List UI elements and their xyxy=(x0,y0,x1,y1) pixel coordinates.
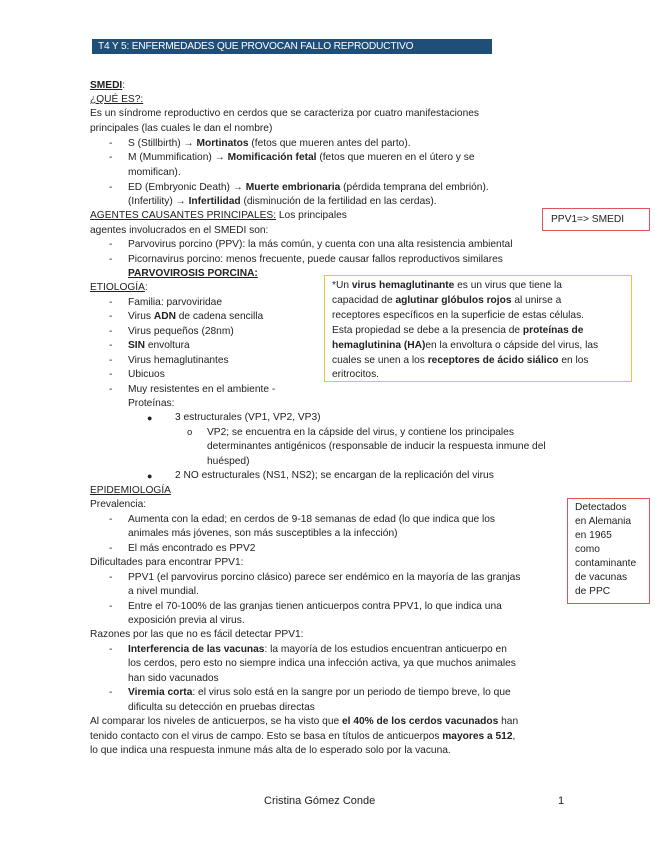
list-dash: - xyxy=(109,311,113,322)
comparacion-line-2: tenido contacto con el virus de campo. Esto se basa en títulos de anticuerpos mayores a 512, xyxy=(90,731,516,742)
que-es-heading: ¿QUÉ ES?: xyxy=(90,94,144,105)
razones-item-1-cont: los cerdos, pero esto no siempre indica una infección activa, ya que muchos animales xyxy=(128,658,516,669)
smedi-heading: SMEDI: xyxy=(90,80,126,91)
list-dash: - xyxy=(109,355,113,366)
etiologia-item-size: Virus pequeños (28nm) xyxy=(128,326,234,337)
footer-page-number: 1 xyxy=(558,795,565,807)
bullet-circle: o xyxy=(187,427,193,438)
agente-item-ppv: Parvovirus porcino (PPV): la más común, y cuenta con una alta resistencia ambiental xyxy=(128,239,513,250)
hemag-line-7: eritrocitos. xyxy=(332,369,379,380)
hemaglutinante-note-box xyxy=(324,275,632,382)
list-dash: - xyxy=(109,152,113,163)
proteins-nonstructural: 2 NO estructurales (NS1, NS2); se encargan de la replicación del virus xyxy=(175,470,494,481)
agente-item-picornavirus: Picornavirus porcino: menos frecuente, puede causar fallos reproductivos similares xyxy=(128,254,503,265)
dificultades-label: Dificultades para encontrar PPV1: xyxy=(90,557,244,568)
detect-line: de PPC xyxy=(575,586,611,597)
etiologia-item-ubicuos: Ubicuos xyxy=(128,369,165,380)
etiologia-item-adn: Virus ADN de cadena sencilla xyxy=(128,311,264,322)
prevalencia-label: Prevalencia: xyxy=(90,499,147,510)
hemag-line-5: hemaglutinina (HA)en la envoltura o cápside del virus, las xyxy=(332,340,599,351)
vp2-line-2: determinantes antigénicos (responsable de inducir la respuesta inmune del xyxy=(207,441,546,452)
detect-line: en 1965 xyxy=(575,530,612,541)
dificultades-item-1-cont: a nivel mundial. xyxy=(128,586,199,597)
detect-line: en Alemania xyxy=(575,516,632,527)
footer-author: Cristina Gómez Conde xyxy=(264,795,376,807)
bullet-dot: ● xyxy=(147,413,153,423)
detect-line: de vacunas xyxy=(575,572,628,583)
detect-line: como xyxy=(575,544,600,555)
list-dash: - xyxy=(109,326,113,337)
prevalencia-item-1: Aumenta con la edad; en cerdos de 9-18 semanas de edad (lo que indica que los xyxy=(128,514,495,525)
hemag-line-4: Esta propiedad se debe a la presencia de proteínas de xyxy=(332,325,584,336)
detect-line: contaminante xyxy=(575,558,637,569)
smedi-item-stillbirth: S (Stillbirth) → Mortinatos (fetos que mueren antes del parto). xyxy=(128,138,411,149)
etiologia-heading: ETIOLOGÍA: xyxy=(90,282,148,293)
hemag-line-1: *Un virus hemaglutinante es un virus que tiene la xyxy=(332,280,562,291)
dificultades-item-1: PPV1 (el parvovirus porcino clásico) parece ser endémico en la mayoría de las granjas xyxy=(128,572,521,583)
document-title: T4 Y 5: ENFERMEDADES QUE PROVOCAN FALLO REPRODUCTIVO xyxy=(92,39,492,54)
list-dash: - xyxy=(109,384,113,395)
razones-item-2: Viremia corta: el virus solo está en la sangre por un periodo de tiempo breve, lo que xyxy=(128,687,511,698)
detectados-note-box xyxy=(567,498,650,604)
dificultades-item-2-cont: exposición previa al virus. xyxy=(128,615,245,626)
prevalencia-item-1-cont: animales más jóvenes, son más susceptibles a la infección) xyxy=(128,528,398,539)
list-dash: - xyxy=(109,369,113,380)
comparacion-line-3: lo que indica una respuesta inmune más alta de lo esperado solo por la vacuna. xyxy=(90,745,451,756)
list-dash: - xyxy=(109,239,113,250)
epidemiologia-heading: EPIDEMIOLOGÍA xyxy=(90,485,171,496)
list-dash: - xyxy=(109,182,113,193)
smedi-item-mummification-cont: momifican). xyxy=(128,167,181,178)
smedi-item-infertility: (Infertility) → Infertilidad (disminución de la fertilidad en las cerdas). xyxy=(128,196,437,207)
ppv-smedi-note: PPV1=> SMEDI xyxy=(551,214,625,225)
agentes-heading-line: AGENTES CAUSANTES PRINCIPALES: Los principales xyxy=(90,210,347,221)
etiologia-item-hemaglutinantes: Virus hemaglutinantes xyxy=(128,355,229,366)
ppv-smedi-note-box xyxy=(542,208,650,231)
list-dash: - xyxy=(109,514,113,525)
list-dash: - xyxy=(109,138,113,149)
detect-line: Detectados xyxy=(575,502,627,513)
razones-item-1-cont-2: han sido vacunados xyxy=(128,673,219,684)
list-dash: - xyxy=(109,644,113,655)
smedi-intro-line-1: Es un síndrome reproductivo en cerdos que se caracteriza por cuatro manifestaciones xyxy=(90,108,480,119)
etiologia-item-resistentes: Muy resistentes en el ambiente - xyxy=(128,384,276,395)
etiologia-item-envoltura: SIN envoltura xyxy=(128,340,190,351)
vp2-line-1: VP2; se encuentra en la cápside del virus, y contiene los principales xyxy=(207,427,514,438)
etiologia-item-familia: Familia: parvoviridae xyxy=(128,297,222,308)
list-dash: - xyxy=(109,340,113,351)
list-dash: - xyxy=(109,297,113,308)
list-dash: - xyxy=(109,687,113,698)
list-dash: - xyxy=(109,601,113,612)
smedi-item-embryonic-death: ED (Embryonic Death) → Muerte embrionaria (pérdida temprana del embrión). xyxy=(128,182,489,193)
hemag-line-6: cuales se unen a los receptores de ácido siálico en los xyxy=(332,355,589,366)
smedi-item-mummification: M (Mummification) → Momificación fetal (fetos que mueren en el útero y se xyxy=(128,152,475,163)
vp2-line-3: huésped) xyxy=(207,456,250,467)
proteins-structural: 3 estructurales (VP1, VP2, VP3) xyxy=(175,412,321,423)
parvovirosis-heading: PARVOVIROSIS PORCINA: xyxy=(128,268,258,279)
razones-label: Razones por las que no es fácil detectar PPV1: xyxy=(90,629,304,640)
razones-item-1: Interferencia de las vacunas: la mayoría de los estudios encuentran anticuerpo en xyxy=(128,644,507,655)
agentes-line-2: agentes involucrados en el SMEDI son: xyxy=(90,225,269,236)
bullet-dot: ● xyxy=(147,471,153,481)
prevalencia-item-2: El más encontrado es PPV2 xyxy=(128,543,256,554)
list-dash: - xyxy=(109,254,113,265)
list-dash: - xyxy=(109,543,113,554)
comparacion-line-1: Al comparar los niveles de anticuerpos, se ha visto que el 40% de los cerdos vacunados han xyxy=(90,716,519,727)
hemag-line-2: capacidad de aglutinar glóbulos rojos al unirse a xyxy=(332,295,562,306)
hemag-line-3: receptores específicos en la superficie de estas células. xyxy=(332,310,584,321)
list-dash: - xyxy=(109,572,113,583)
dificultades-item-2: Entre el 70-100% de las granjas tienen anticuerpos contra PPV1, lo que indica una xyxy=(128,601,502,612)
etiologia-item-proteinas: Proteínas: xyxy=(128,398,175,409)
razones-item-2-cont: dificulta su detección en pruebas directas xyxy=(128,702,315,713)
smedi-intro-line-2: principales (las cuales le dan el nombre) xyxy=(90,123,273,134)
